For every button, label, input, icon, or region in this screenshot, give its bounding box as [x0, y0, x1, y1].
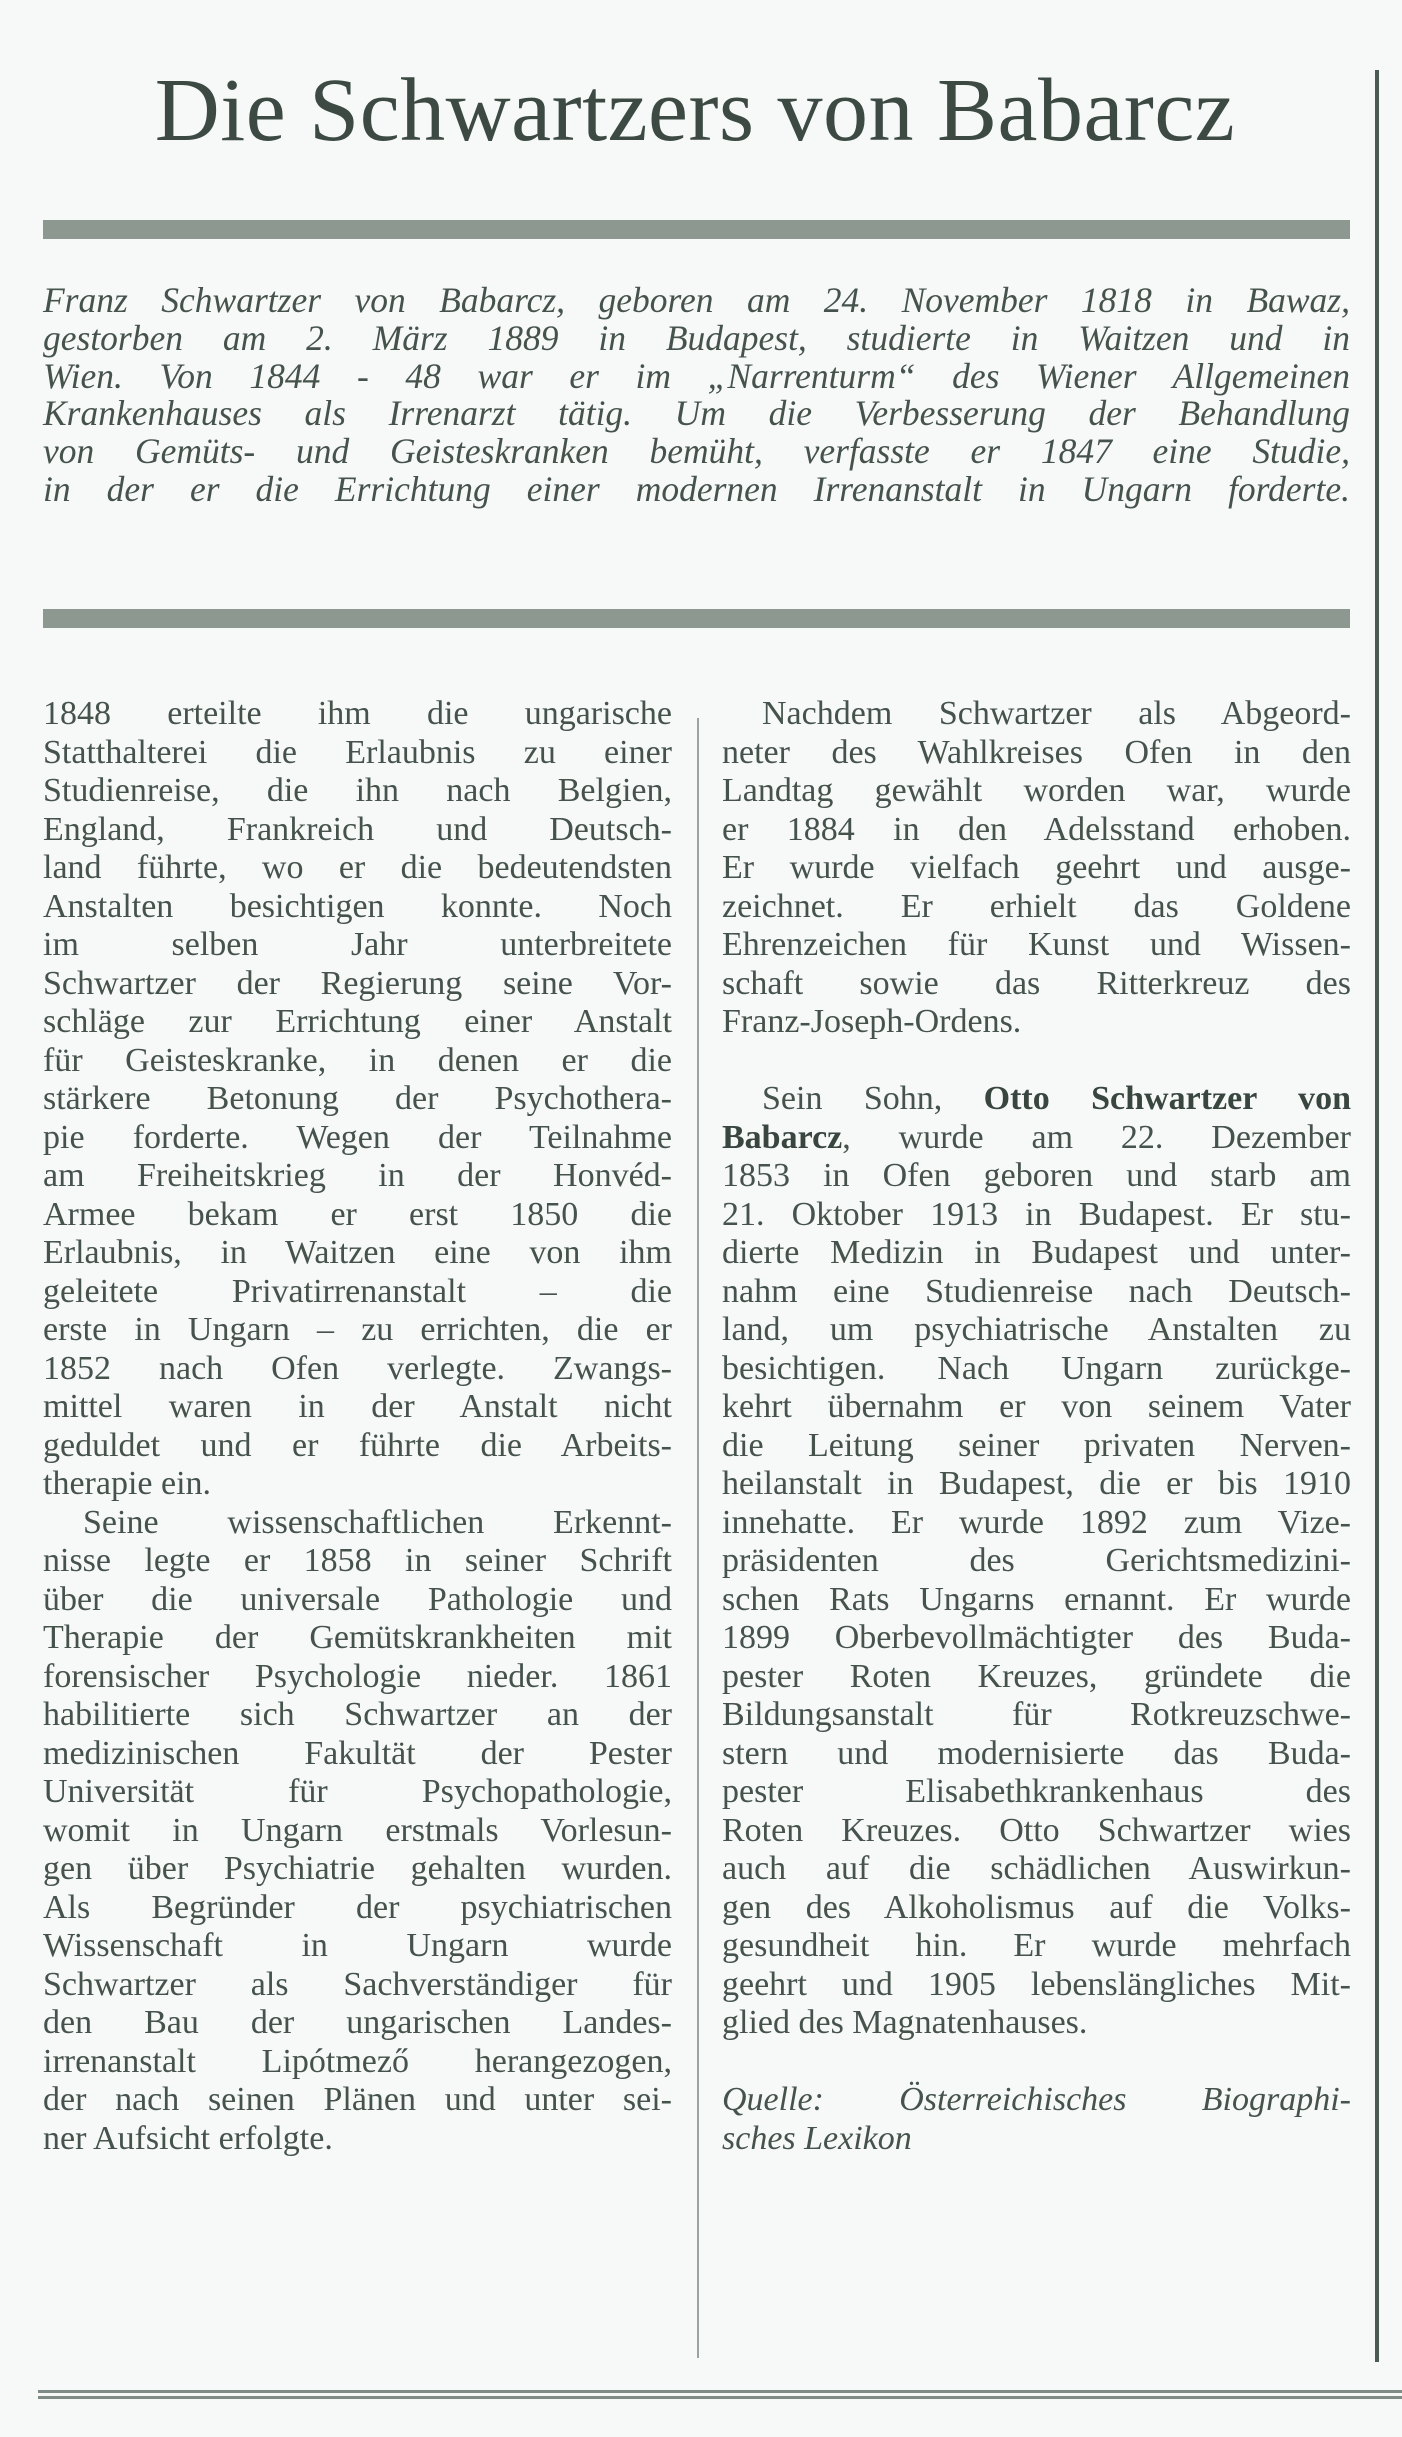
- text-line: 1853 in Ofen geboren und starb am: [722, 1157, 1351, 1194]
- text-line: 1899 Oberbevollmächtigter des Buda-: [722, 1619, 1351, 1656]
- text-line: womit in Ungarn erstmals Vorlesun-: [43, 1811, 672, 1849]
- text-line: Nachdem Schwartzer als Abgeord-: [762, 695, 1351, 732]
- text-line: Wien. Von 1844 - 48 war er im „Narrenturm“ des Wiener Allgemeinen: [43, 355, 1350, 396]
- bottom-double-rule-bottom: [38, 2396, 1402, 2399]
- text-line: Wissenschaft in Ungarn wurde: [43, 1927, 672, 1964]
- text-run: Sein Sohn,: [762, 1080, 984, 1117]
- text-line: in der er die Errichtung einer modernen Irrenanstalt in Ungarn forderte.: [43, 468, 1350, 509]
- bottom-double-rule-top: [38, 2390, 1402, 2393]
- text-line: schen Rats Ungarns ernannt. Er wurde: [722, 1580, 1351, 1618]
- text-line: 1852 nach Ofen verlegte. Zwangs-: [43, 1349, 672, 1387]
- text-line: Schwartzer der Regierung seine Vor-: [43, 964, 672, 1002]
- left-paragraph-1: [43, 695, 672, 1504]
- bold-name: Otto Schwartzer von: [983, 1080, 1351, 1117]
- text-line: land, um psychiatrische Anstalten zu: [722, 1311, 1351, 1348]
- text-line: geehrt und 1905 lebenslängliches Mit-: [722, 1965, 1351, 2003]
- text-run: , wurde am 22. Dezember: [842, 1118, 1351, 1156]
- text-line: Er wurde vielfach geehrt und ausge-: [722, 849, 1351, 886]
- text-line: von Gemüts- und Geisteskranken bemüht, verfasste er 1847 eine Studie,: [43, 431, 1350, 472]
- text-line: besichtigen. Nach Ungarn zurückge-: [722, 1349, 1351, 1387]
- source-citation: [722, 2081, 1351, 2158]
- text-line: stärkere Betonung der Psychothera-: [43, 1080, 672, 1117]
- text-line: medizinischen Fakultät der Pester: [43, 1734, 672, 1772]
- left-column: [43, 695, 672, 2158]
- text-line: stern und modernisierte das Buda-: [722, 1734, 1351, 1772]
- text-line: Als Begründer der psychiatrischen: [43, 1888, 672, 1926]
- top-rule-bar: [43, 220, 1350, 239]
- text-line: Erlaubnis, in Waitzen eine von ihm: [43, 1234, 672, 1271]
- text-line: nisse legte er 1858 in seiner Schrift: [43, 1542, 672, 1579]
- text-line: sches Lexikon: [722, 2119, 912, 2157]
- text-line: gen über Psychiatrie gehalten wurden.: [43, 1850, 672, 1887]
- paragraph-gap: [722, 1042, 1351, 1081]
- middle-rule-bar: [43, 609, 1350, 628]
- text-line: geleitete Privatirrenanstalt – die: [43, 1272, 672, 1310]
- text-line: schläge zur Errichtung einer Anstalt: [43, 1003, 672, 1040]
- text-line: Ehrenzeichen für Kunst und Wissen-: [722, 926, 1351, 963]
- right-border-line: [1375, 70, 1379, 2362]
- intro-paragraph: [43, 282, 1350, 509]
- text-line: kehrt übernahm er von seinem Vater: [722, 1388, 1351, 1425]
- text-line: therapie ein.: [43, 1465, 212, 1502]
- text-line: ner Aufsicht erfolgte.: [43, 2119, 333, 2157]
- text-line: [722, 1080, 1351, 1119]
- text-line: England, Frankreich und Deutsch-: [43, 810, 672, 848]
- text-line: Therapie der Gemütskrankheiten mit: [43, 1619, 672, 1656]
- text-line: Anstalten besichtigen konnte. Noch: [43, 887, 672, 925]
- text-line: nahm eine Studienreise nach Deutsch-: [722, 1272, 1351, 1310]
- text-line: gesundheit hin. Er wurde mehrfach: [722, 1927, 1351, 1964]
- text-line: heilanstalt in Budapest, die er bis 1910: [722, 1465, 1351, 1502]
- text-line: Bildungsanstalt für Rotkreuzschwe-: [722, 1696, 1351, 1733]
- text-line: Krankenhauses als Irrenarzt tätig. Um die Verbesserung der Behandlung: [43, 393, 1350, 434]
- text-line: Quelle: Österreichisches Biographi-: [722, 2081, 1351, 2118]
- text-line: Roten Kreuzes. Otto Schwartzer wies: [722, 1811, 1351, 1849]
- page-title: Die Schwartzers von Babarcz: [154, 61, 1236, 160]
- text-line: neter des Wahlkreises Ofen in den: [722, 733, 1351, 771]
- text-line: er 1884 in den Adelsstand erhoben.: [722, 810, 1351, 848]
- right-paragraph-1: [722, 695, 1351, 1042]
- text-line: gestorben am 2. März 1889 in Budapest, studierte in Waitzen und in: [43, 317, 1350, 358]
- text-line: 1848 erteilte ihm die ungarische: [43, 695, 672, 732]
- text-line: auch auf die schädlichen Auswirkun-: [722, 1850, 1351, 1887]
- text-line: pester Roten Kreuzes, gründete die: [722, 1657, 1351, 1695]
- text-line: glied des Magnatenhauses.: [722, 2004, 1088, 2041]
- text-line: zeichnet. Er erhielt das Goldene: [722, 887, 1351, 925]
- text-line: pester Elisabethkrankenhaus des: [722, 1773, 1351, 1810]
- text-line: land führte, wo er die bedeutendsten: [43, 849, 672, 886]
- text-line: 21. Oktober 1913 in Budapest. Er stu-: [722, 1195, 1351, 1233]
- text-line: Studienreise, die ihn nach Belgien,: [43, 772, 672, 809]
- text-line: Franz-Joseph-Ordens.: [722, 1003, 1022, 1040]
- text-line: präsidenten des Gerichtsmedizini-: [722, 1542, 1351, 1579]
- text-line: Armee bekam er erst 1850 die: [43, 1195, 672, 1233]
- bold-name: Babarcz: [722, 1118, 843, 1156]
- text-line: mittel waren in der Anstalt nicht: [43, 1388, 672, 1425]
- text-line: innehatte. Er wurde 1892 zum Vize-: [722, 1503, 1351, 1541]
- paragraph-gap: [722, 2043, 1351, 2082]
- right-paragraph-2: [722, 1080, 1351, 2043]
- text-line: Statthalterei die Erlaubnis zu einer: [43, 733, 672, 771]
- text-line: habilitierte sich Schwartzer an der: [43, 1696, 672, 1733]
- text-line: irrenanstalt Lipótmező herangezogen,: [43, 2042, 672, 2080]
- text-line: dierte Medizin in Budapest und unter-: [722, 1234, 1351, 1271]
- text-line: Landtag gewählt worden war, wurde: [722, 772, 1351, 809]
- column-divider: [697, 718, 699, 2358]
- text-line: der nach seinen Plänen und unter sei-: [43, 2081, 672, 2118]
- text-line: erste in Ungarn – zu errichten, die er: [43, 1311, 672, 1348]
- text-line: für Geisteskranke, in denen er die: [43, 1041, 672, 1079]
- text-line: über die universale Pathologie und: [43, 1580, 672, 1618]
- text-line: im selben Jahr unterbreitete: [43, 926, 672, 963]
- text-line: [722, 1119, 1351, 1158]
- text-line: gen des Alkoholismus auf die Volks-: [722, 1888, 1351, 1926]
- text-line: Universität für Psychopathologie,: [43, 1773, 672, 1810]
- left-paragraph-2: [43, 1504, 672, 2159]
- text-line: schaft sowie das Ritterkreuz des: [722, 964, 1351, 1002]
- text-line: am Freiheitskrieg in der Honvéd-: [43, 1157, 672, 1194]
- text-line: pie forderte. Wegen der Teilnahme: [43, 1118, 672, 1156]
- text-line: die Leitung seiner privaten Nerven-: [722, 1426, 1351, 1464]
- right-column: [722, 695, 1351, 2158]
- text-line: forensischer Psychologie nieder. 1861: [43, 1657, 672, 1695]
- text-line: Schwartzer als Sachverständiger für: [43, 1965, 672, 2003]
- text-line: geduldet und er führte die Arbeits-: [43, 1426, 672, 1464]
- text-line: den Bau der ungarischen Landes-: [43, 2004, 672, 2041]
- text-line: Franz Schwartzer von Babarcz, geboren am 24. November 1818 in Bawaz,: [43, 280, 1350, 320]
- text-line: Seine wissenschaftlichen Erkennt-: [83, 1503, 672, 1541]
